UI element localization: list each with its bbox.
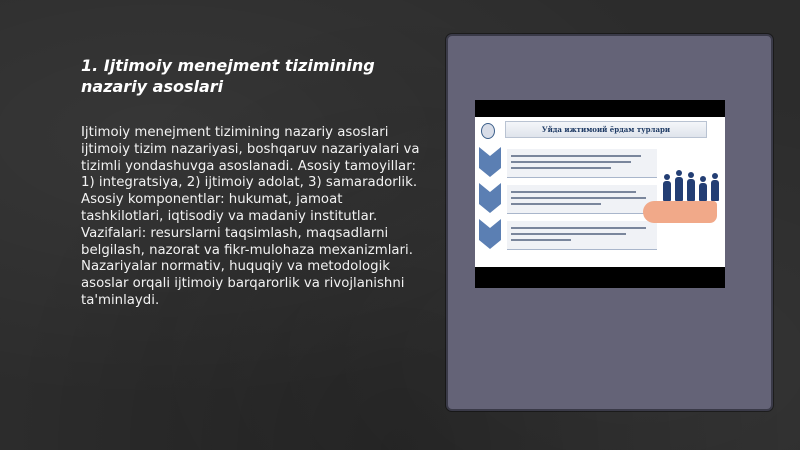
chevron-icon (479, 219, 501, 249)
slide-title: Уйда ижтимоий ёрдам турлари (505, 121, 707, 138)
chevron-icon (479, 183, 501, 213)
list-item (507, 185, 657, 214)
slide-heading: 1. Ijtimoiy menejment tizimining nazariy asoslari (81, 56, 375, 96)
list-item (507, 221, 657, 250)
logo-icon (481, 123, 495, 139)
people-icon (661, 167, 721, 201)
slide-content (475, 117, 725, 267)
embedded-slide-image (475, 100, 725, 288)
list-item (507, 149, 657, 178)
chevron-icon (479, 147, 501, 177)
hand-icon (643, 201, 717, 223)
body-text: Ijtimoiy menejment tizimining nazariy asoslari ijtimoiy tizim nazariyasi, boshqaruv nazariyalari va tizimli yondashuvga asoslanadi. Asosiy tamoyillar: 1) integratsiya, 2) ijtimoiy adolat, 3) samaradorlik. Asosiy komponentlar: hukumat, jamoat tashkilotlari, iqtisodiy va madaniy institutlar. Vazifalari: resurslarni taqsimlash, maqsadlarni belgilash, nazorat va fikr-mulohaza mexanizmlari. Nazariyalar normativ, huquqiy va metodologik asoslar orqali ijtimoiy barqarorlik va rivojlanishni ta'minlaydi. (81, 125, 420, 308)
